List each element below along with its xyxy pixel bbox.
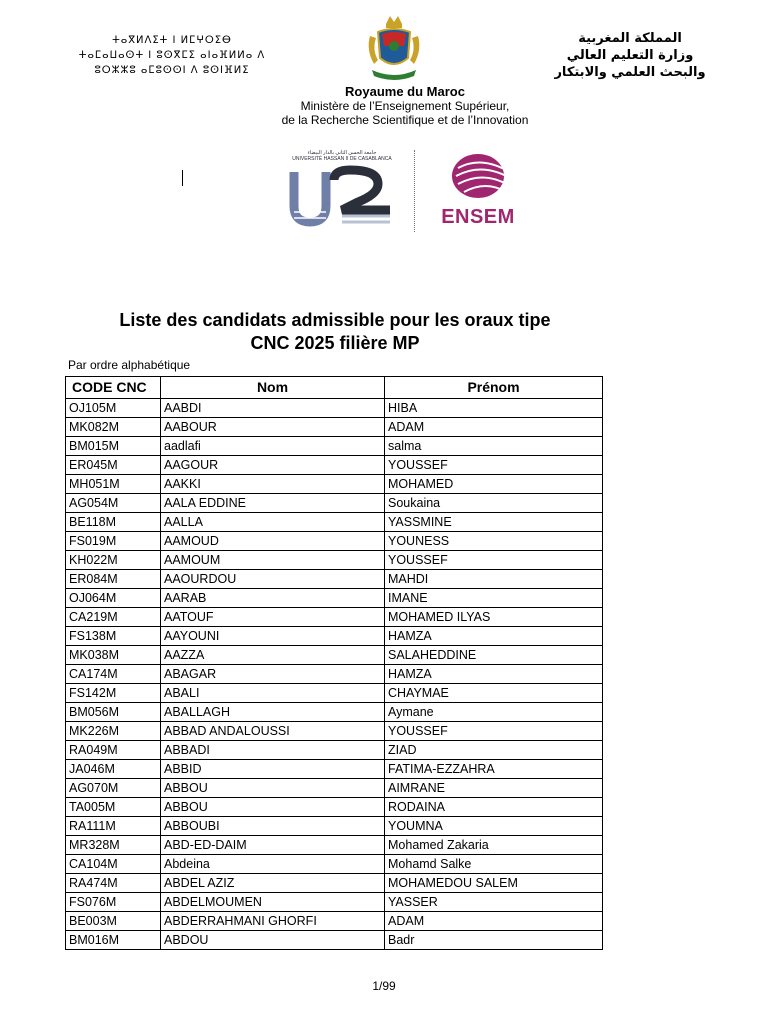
cell-code-cnc: MR328M bbox=[66, 836, 161, 855]
table-row bbox=[66, 570, 603, 589]
cell-code-cnc: MK038M bbox=[66, 646, 161, 665]
title-line-1: Liste des candidats admissible pour les oraux tipe bbox=[119, 310, 551, 330]
table-row bbox=[66, 475, 603, 494]
cell-nom: Abdeina bbox=[161, 855, 385, 874]
cell-code-cnc: MK082M bbox=[66, 418, 161, 437]
table-row bbox=[66, 589, 603, 608]
cell-prenom: salma bbox=[385, 437, 603, 456]
cell-prenom: HIBA bbox=[385, 399, 603, 418]
header-code-cnc: CODE CNC bbox=[66, 377, 161, 399]
cell-code-cnc: MH051M bbox=[66, 475, 161, 494]
cell-code-cnc: ER084M bbox=[66, 570, 161, 589]
royal-crest-icon bbox=[364, 10, 424, 85]
cell-code-cnc: FS138M bbox=[66, 627, 161, 646]
cell-nom: AAMOUD bbox=[161, 532, 385, 551]
cell-code-cnc: ER045M bbox=[66, 456, 161, 475]
cell-code-cnc: OJ105M bbox=[66, 399, 161, 418]
cell-nom: AAYOUNI bbox=[161, 627, 385, 646]
header-ministry bbox=[200, 85, 610, 127]
cell-prenom: CHAYMAE bbox=[385, 684, 603, 703]
cell-nom: AABDI bbox=[161, 399, 385, 418]
cell-prenom: Mohamd Salke bbox=[385, 855, 603, 874]
cell-code-cnc: BM016M bbox=[66, 931, 161, 950]
table-row bbox=[66, 551, 603, 570]
cell-code-cnc: JA046M bbox=[66, 760, 161, 779]
cell-nom: AAOURDOU bbox=[161, 570, 385, 589]
text-cursor-mark bbox=[182, 170, 183, 186]
cell-prenom: RODAINA bbox=[385, 798, 603, 817]
cell-prenom: YASSMINE bbox=[385, 513, 603, 532]
cell-prenom: ADAM bbox=[385, 912, 603, 931]
cell-prenom: Badr bbox=[385, 931, 603, 950]
order-note: Par ordre alphabétique bbox=[68, 358, 191, 372]
cell-prenom: SALAHEDDINE bbox=[385, 646, 603, 665]
table-row bbox=[66, 627, 603, 646]
cell-code-cnc: FS019M bbox=[66, 532, 161, 551]
cell-nom: AATOUF bbox=[161, 608, 385, 627]
arabic-line-2: وزارة التعليم العالي bbox=[566, 48, 694, 63]
header-tifinagh bbox=[52, 33, 292, 78]
cell-code-cnc: BM056M bbox=[66, 703, 161, 722]
cell-code-cnc: RA111M bbox=[66, 817, 161, 836]
cell-prenom: AIMRANE bbox=[385, 779, 603, 798]
cell-prenom: Mohamed Zakaria bbox=[385, 836, 603, 855]
uh2c-mark-icon bbox=[286, 150, 398, 232]
kingdom-label: Royaume du Maroc bbox=[345, 84, 465, 99]
cell-prenom: Soukaina bbox=[385, 494, 603, 513]
cell-code-cnc: MK226M bbox=[66, 722, 161, 741]
cell-nom: ABBADI bbox=[161, 741, 385, 760]
cell-code-cnc: RA474M bbox=[66, 874, 161, 893]
table-row bbox=[66, 836, 603, 855]
cell-prenom: FATIMA-EZZAHRA bbox=[385, 760, 603, 779]
cell-code-cnc: CA174M bbox=[66, 665, 161, 684]
table-row bbox=[66, 874, 603, 893]
cell-code-cnc: FS076M bbox=[66, 893, 161, 912]
document-title bbox=[70, 309, 600, 355]
arabic-line-1: المملكة المغربية bbox=[578, 31, 682, 46]
cell-nom: ABBOU bbox=[161, 798, 385, 817]
table-row bbox=[66, 931, 603, 950]
table-row bbox=[66, 608, 603, 627]
tifinagh-line-2: ⵜⴰⵎⴰⵡⴰⵙⵜ ⵏ ⵓⵙⴳⵎⵉ ⴰⵏⴰⴼⵍⵍⴰ ⴷ bbox=[78, 50, 266, 61]
table-row bbox=[66, 855, 603, 874]
cell-code-cnc: CA104M bbox=[66, 855, 161, 874]
table-row bbox=[66, 703, 603, 722]
cell-nom: ABDERRAHMANI GHORFI bbox=[161, 912, 385, 931]
cell-prenom: ZIAD bbox=[385, 741, 603, 760]
cell-nom: ABD-ED-DAIM bbox=[161, 836, 385, 855]
uh2c-logo-text bbox=[286, 150, 398, 162]
table-row bbox=[66, 912, 603, 931]
cell-code-cnc: AG054M bbox=[66, 494, 161, 513]
arabic-line-3: والبحث العلمي والابتكار bbox=[554, 65, 706, 80]
cell-prenom: YASSER bbox=[385, 893, 603, 912]
cell-nom: AALA EDDINE bbox=[161, 494, 385, 513]
cell-nom: ABDOU bbox=[161, 931, 385, 950]
cell-nom: AARAB bbox=[161, 589, 385, 608]
cell-nom: ABALLAGH bbox=[161, 703, 385, 722]
cell-code-cnc: FS142M bbox=[66, 684, 161, 703]
cell-nom: ABDELMOUMEN bbox=[161, 893, 385, 912]
cell-nom: ABAGAR bbox=[161, 665, 385, 684]
table-row bbox=[66, 817, 603, 836]
table-row bbox=[66, 418, 603, 437]
cell-prenom: IMANE bbox=[385, 589, 603, 608]
uh2c-logo bbox=[286, 150, 398, 232]
uh2c-logo-arabic: جامعة الحسن الثاني بالدار البيضاء bbox=[307, 150, 377, 156]
table-row bbox=[66, 646, 603, 665]
cell-nom: aadlafi bbox=[161, 437, 385, 456]
cell-prenom: MOHAMEDOU SALEM bbox=[385, 874, 603, 893]
cell-nom: AALLA bbox=[161, 513, 385, 532]
cell-prenom: YOUSSEF bbox=[385, 456, 603, 475]
header-arabic bbox=[530, 30, 730, 81]
ministry-line-1: Ministère de l’Enseignement Supérieur, bbox=[300, 99, 510, 113]
cell-nom: AAKKI bbox=[161, 475, 385, 494]
page-number: 1/99 bbox=[372, 979, 396, 993]
table-row bbox=[66, 741, 603, 760]
cell-prenom: YOUMNA bbox=[385, 817, 603, 836]
table-row bbox=[66, 532, 603, 551]
cell-code-cnc: BE003M bbox=[66, 912, 161, 931]
cell-code-cnc: TA005M bbox=[66, 798, 161, 817]
table-row bbox=[66, 798, 603, 817]
cell-nom: AAGOUR bbox=[161, 456, 385, 475]
table-row bbox=[66, 779, 603, 798]
table-row bbox=[66, 456, 603, 475]
cell-nom: ABBAD ANDALOUSSI bbox=[161, 722, 385, 741]
table-header-row bbox=[66, 377, 603, 399]
tifinagh-line-3: ⵓⵔⵣⵣⵓ ⴰⵎⵓⵙⵙⵏ ⴷ ⵓⵙⵏⴼⵍⵉ bbox=[94, 65, 250, 76]
table-row bbox=[66, 722, 603, 741]
ministry-line-2: de la Recherche Scientifique et de l’Innovation bbox=[281, 113, 529, 127]
cell-prenom: YOUNESS bbox=[385, 532, 603, 551]
table-row bbox=[66, 684, 603, 703]
cell-prenom: YOUSSEF bbox=[385, 551, 603, 570]
logo-separator bbox=[414, 150, 415, 232]
cell-prenom: ADAM bbox=[385, 418, 603, 437]
candidates-table bbox=[65, 376, 603, 950]
cell-prenom: MOHAMED bbox=[385, 475, 603, 494]
cell-nom: AAZZA bbox=[161, 646, 385, 665]
cell-nom: AAMOUM bbox=[161, 551, 385, 570]
table-row bbox=[66, 893, 603, 912]
header-nom: Nom bbox=[161, 377, 385, 399]
cell-code-cnc: BM015M bbox=[66, 437, 161, 456]
cell-prenom: YOUSSEF bbox=[385, 722, 603, 741]
cell-code-cnc: BE118M bbox=[66, 513, 161, 532]
cell-prenom: HAMZA bbox=[385, 665, 603, 684]
uh2c-logo-name: UNIVERSITÉ HASSAN II DE CASABLANCA bbox=[292, 156, 392, 162]
cell-prenom: HAMZA bbox=[385, 627, 603, 646]
cell-prenom: MOHAMED ILYAS bbox=[385, 608, 603, 627]
table-row bbox=[66, 437, 603, 456]
table-row bbox=[66, 494, 603, 513]
cell-nom: ABDEL AZIZ bbox=[161, 874, 385, 893]
cell-code-cnc: OJ064M bbox=[66, 589, 161, 608]
cell-code-cnc: CA219M bbox=[66, 608, 161, 627]
cell-nom: ABBOU bbox=[161, 779, 385, 798]
table-row bbox=[66, 513, 603, 532]
cell-code-cnc: RA049M bbox=[66, 741, 161, 760]
header-prenom: Prénom bbox=[385, 377, 603, 399]
title-line-2: CNC 2025 filière MP bbox=[250, 333, 420, 353]
tifinagh-line-1: ⵜⴰⴳⵍⴷⵉⵜ ⵏ ⵍⵎⵖⵔⵉⴱ bbox=[112, 35, 232, 46]
cell-prenom: Aymane bbox=[385, 703, 603, 722]
cell-nom: ABALI bbox=[161, 684, 385, 703]
table-row bbox=[66, 760, 603, 779]
cell-nom: AABOUR bbox=[161, 418, 385, 437]
cell-code-cnc: KH022M bbox=[66, 551, 161, 570]
ensem-label: ENSEM bbox=[441, 206, 515, 228]
cell-prenom: MAHDI bbox=[385, 570, 603, 589]
cell-nom: ABBID bbox=[161, 760, 385, 779]
cell-code-cnc: AG070M bbox=[66, 779, 161, 798]
table-row bbox=[66, 399, 603, 418]
ensem-logo bbox=[430, 150, 530, 232]
table-row bbox=[66, 665, 603, 684]
cell-nom: ABBOUBI bbox=[161, 817, 385, 836]
